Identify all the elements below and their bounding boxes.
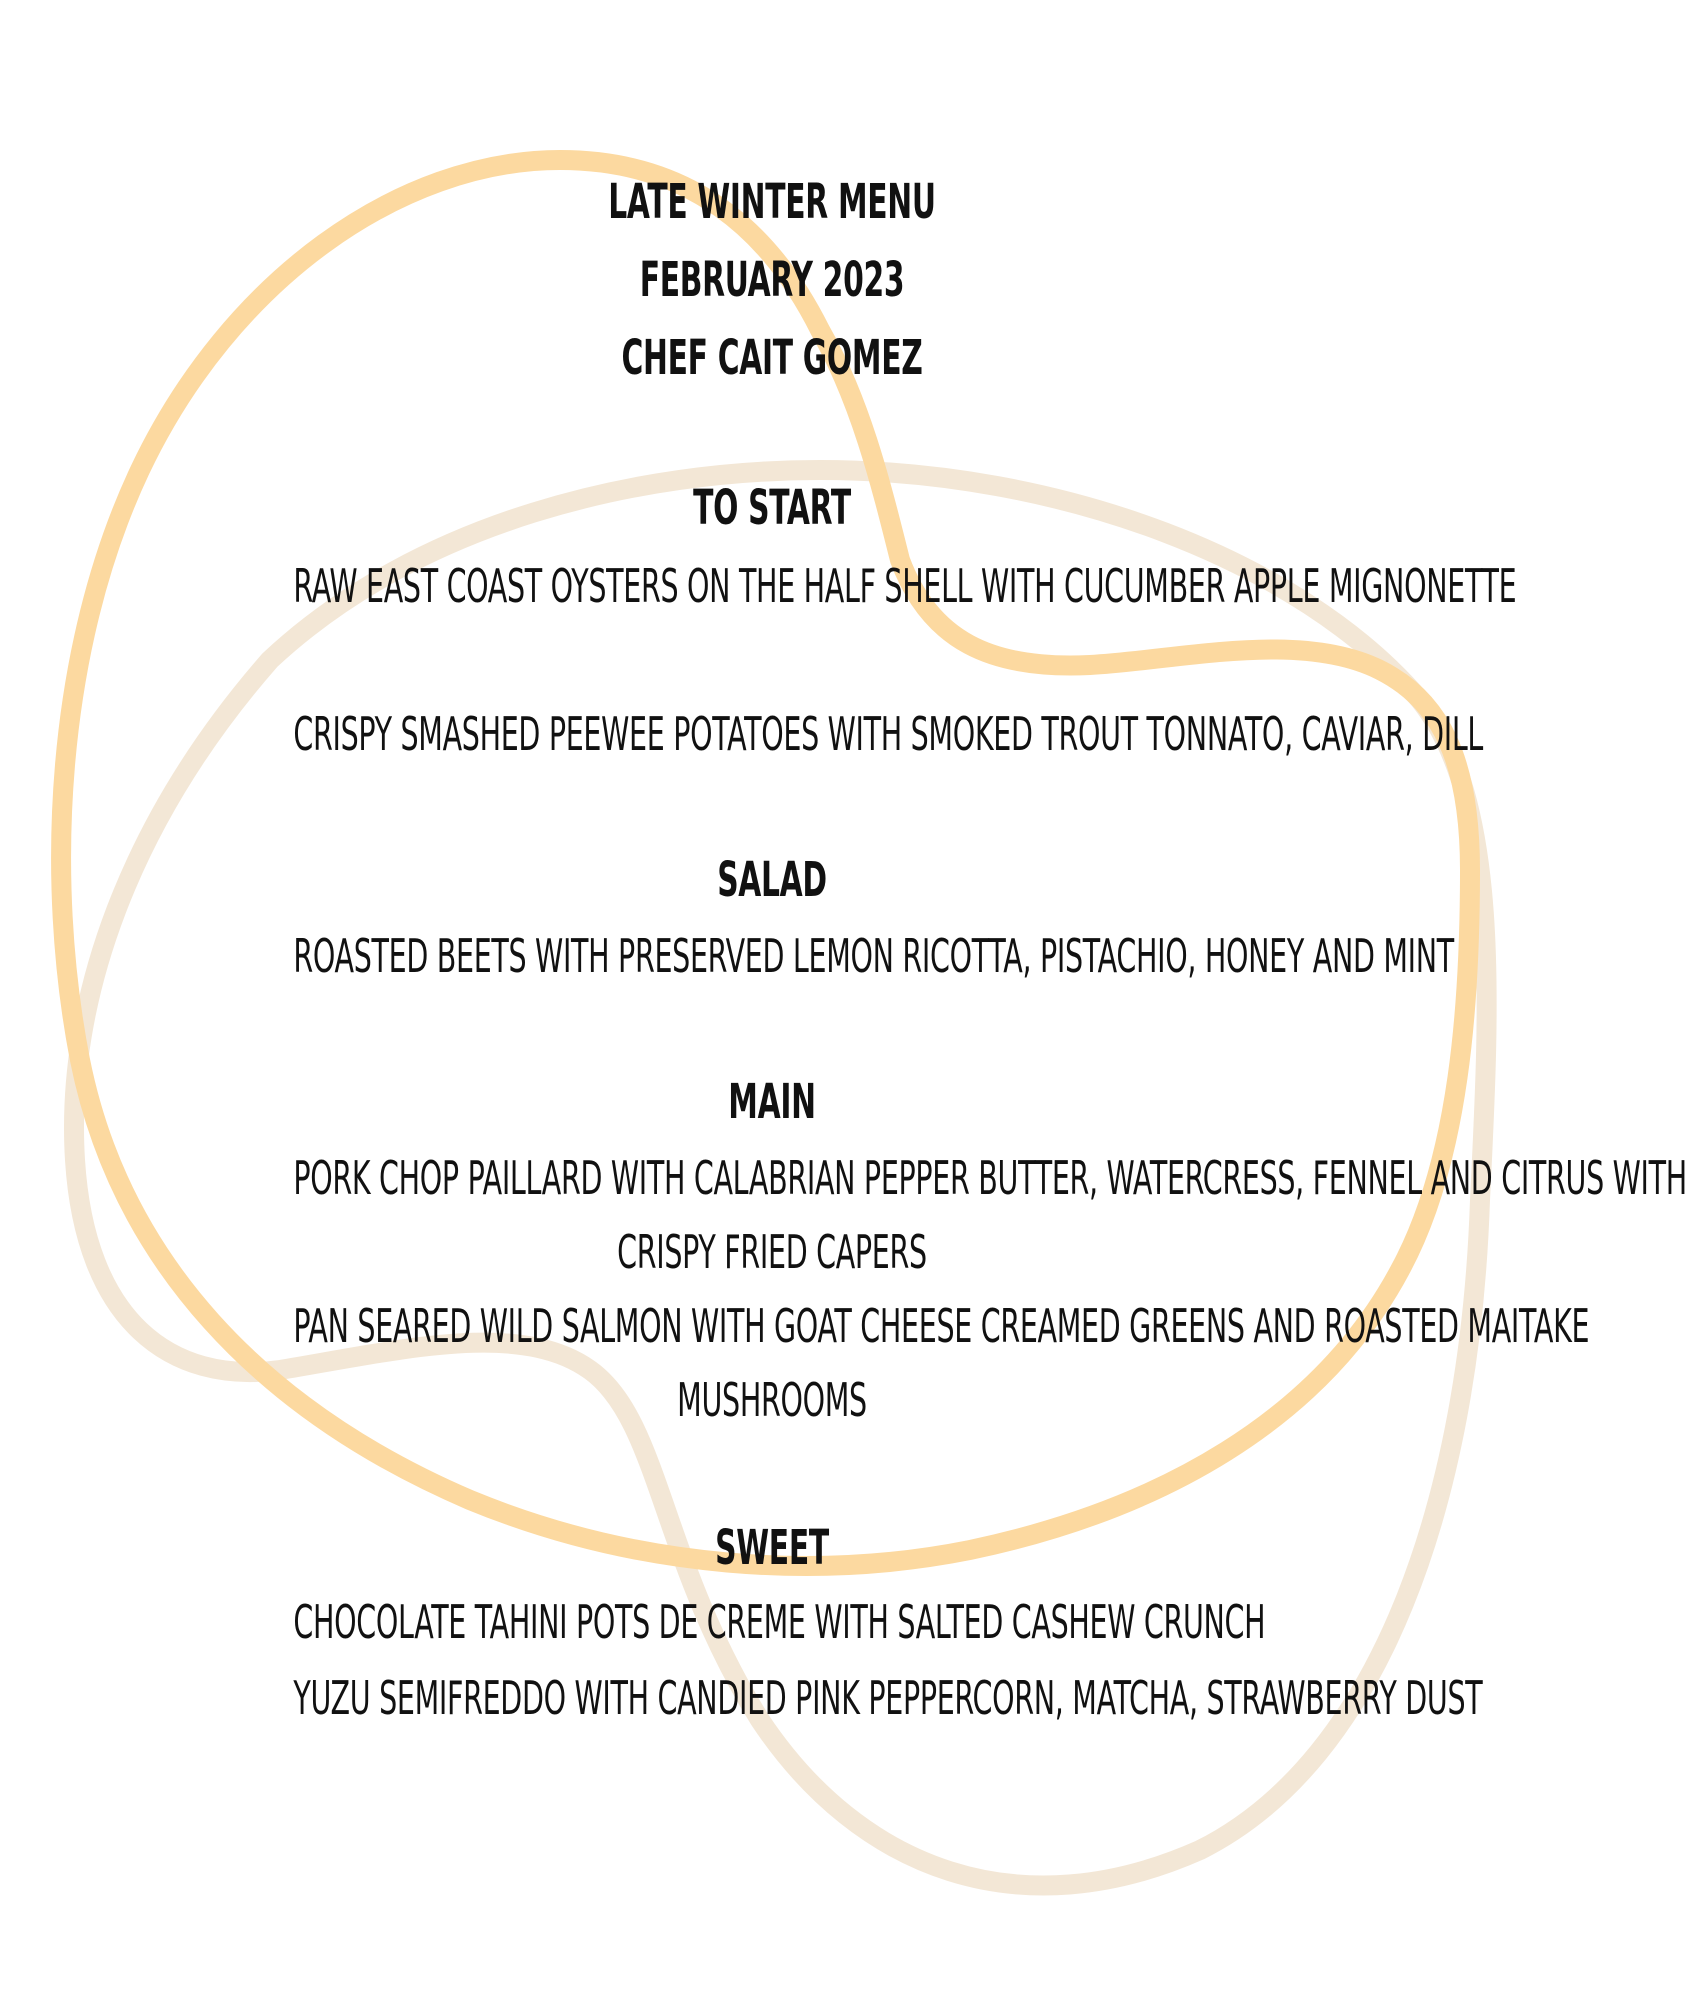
section-heading-sweet: SWEET xyxy=(715,1520,829,1576)
menu-title: LATE WINTER MENU xyxy=(608,174,936,230)
menu-item-pork-chop-line-1: PORK CHOP PAILLARD WITH CALABRIAN PEPPER BUTTER, WATERCRESS, FENNEL AND CITRUS WITH xyxy=(293,1151,1687,1205)
menu-item-pork-chop-line-2: CRISPY FRIED CAPERS xyxy=(617,1225,927,1279)
menu-date: FEBRUARY 2023 xyxy=(639,252,905,308)
section-heading-salad: SALAD xyxy=(717,852,827,908)
menu-item-potatoes: CRISPY SMASHED PEEWEE POTATOES WITH SMOKED TROUT TONNATO, CAVIAR, DILL xyxy=(293,707,1483,761)
chef-name: CHEF CAIT GOMEZ xyxy=(621,330,923,386)
menu-item-salmon-line-2: MUSHROOMS xyxy=(677,1373,867,1427)
menu-item-semifreddo: YUZU SEMIFREDDO WITH CANDIED PINK PEPPERCORN, MATCHA, STRAWBERRY DUST xyxy=(293,1671,1483,1725)
menu-item-beets: ROASTED BEETS WITH PRESERVED LEMON RICOTTA, PISTACHIO, HONEY AND MINT xyxy=(293,929,1454,983)
section-heading-main: MAIN xyxy=(728,1074,816,1130)
menu-item-salmon-line-1: PAN SEARED WILD SALMON WITH GOAT CHEESE CREAMED GREENS AND ROASTED MAITAKE xyxy=(293,1299,1590,1353)
menu-item-pots-de-creme: CHOCOLATE TAHINI POTS DE CREME WITH SALTED CASHEW CRUNCH xyxy=(293,1595,1266,1649)
menu-item-oysters: RAW EAST COAST OYSTERS ON THE HALF SHELL WITH CUCUMBER APPLE MIGNONETTE xyxy=(293,559,1517,613)
section-heading-to-start: TO START xyxy=(693,480,851,536)
